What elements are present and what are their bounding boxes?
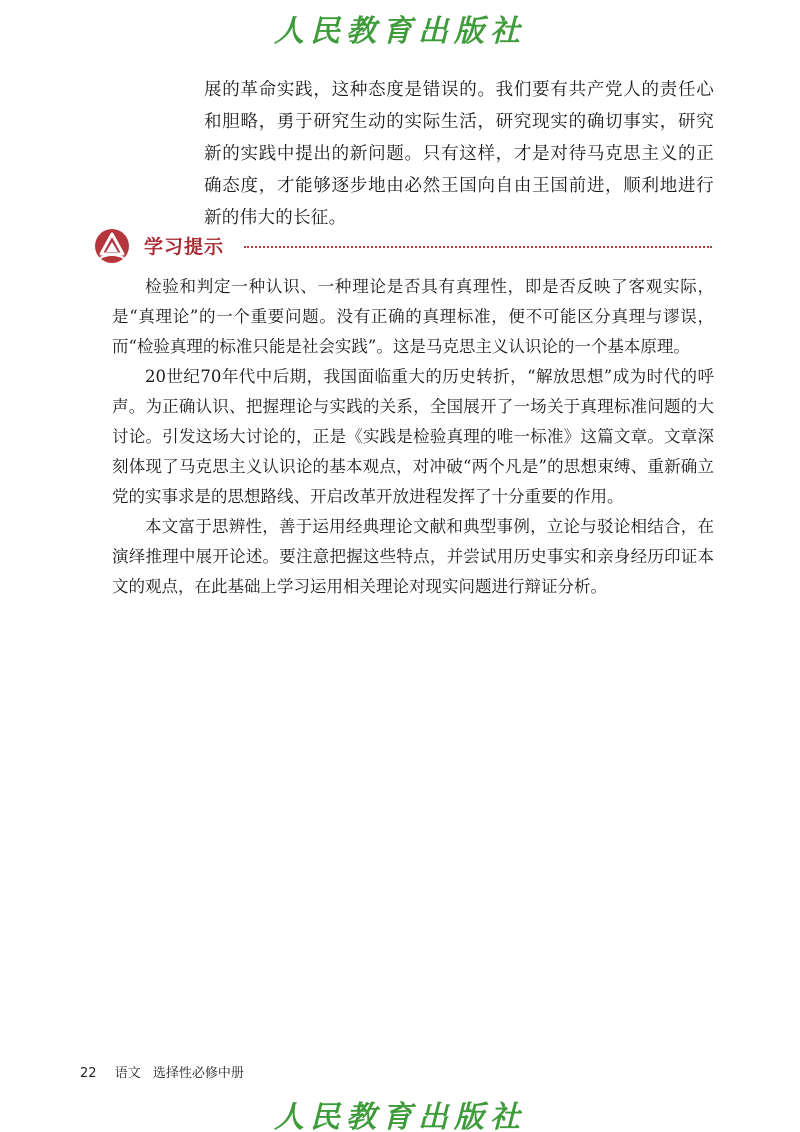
page-number: 22 xyxy=(80,1066,97,1081)
publisher-watermark-bottom: 人民教育出版社 xyxy=(274,1100,526,1132)
tips-emblem-icon xyxy=(94,228,130,264)
tips-header xyxy=(94,228,714,264)
publisher-watermark-top: 人民教育出版社 xyxy=(274,14,526,49)
book-name: 语文 xyxy=(114,1066,141,1081)
tips-paragraph: 20世纪70年代中后期，我国面临重大的历史转折，“解放思想”成为时代的呼声。为正确认识、把握理论与实践的关系，全国展开了一场关于真理标准问题的大讨论。引发这场大讨论的，正是《实践是检验真理的唯一标准》这篇文章。文章深刻体现了马克思主义认识论的基本观点，对冲破“两个凡是”的思想束缚、重新确立党的实事求是的思想路线、开启改革开放进程发挥了十分重要的作用。 xyxy=(112,367,714,506)
volume-name: 选择性必修中册 xyxy=(152,1066,244,1081)
tips-divider xyxy=(244,246,712,248)
tips-body xyxy=(112,272,714,602)
tips-paragraph: 本文富于思辨性，善于运用经典理论文献和典型事例，立论与驳论相结合，在演绎推理中展开论述。要注意把握这些特点，并尝试用历史事实和亲身经历印证本文的观点，在此基础上学习运用相关理论对现实问题进行辩证分析。 xyxy=(112,517,714,596)
tips-paragraph: 检验和判定一种认识、一种理论是否具有真理性，即是否反映了客观实际，是“真理论”的一个重要问题。没有正确的真理标准，便不可能区分真理与谬误，而“检验真理的标准只能是社会实践”。这是马克思主义认识论的一个基本原理。 xyxy=(112,277,714,356)
page-footer xyxy=(80,1062,244,1081)
main-text-paragraph: 展的革命实践，这种态度是错误的。我们要有共产党人的责任心和胆略，勇于研究生动的实际生活，研究现实的确切事实，研究新的实践中提出的新问题。只有这样，才是对待马克思主义的正确态度，才能够逐步地由必然王国向自由王国前进，顺利地进行新的伟大的长征。 xyxy=(204,80,714,228)
tips-title: 学习提示 xyxy=(144,236,225,258)
